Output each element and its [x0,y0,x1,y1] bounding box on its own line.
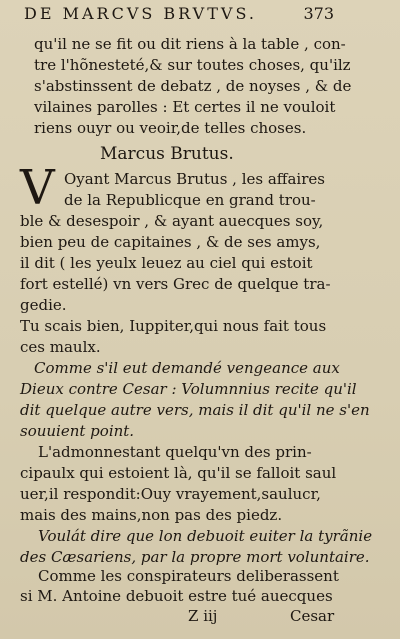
italic-line: des Cæsariens, par la propre mort voluntaire. [20,548,370,566]
page-footer [0,607,400,627]
text-line: il dit ( les yeulx leuez au ciel qui estoit [20,254,313,272]
italic-line: souuient point. [20,422,135,440]
text-line: tre l'hõnesteté,& sur toutes choses, qu'ilz [34,56,351,74]
text-line: gedie. [20,296,67,314]
text-line: s'abstinssent de debatz , de noyses , & de [34,77,352,95]
text-line: uer,il respondit:Ouy vrayement,saulucr, [20,485,321,503]
page-number: 373 [303,4,334,23]
signature-mark: Z iij [188,607,218,625]
text-line: ble & desespoir , & ayant auecques soy, [20,212,324,230]
text-line: Tu scais bien, Iuppiter,qui nous fait tous [20,317,327,335]
text-line: Comme les conspirateurs deliberassent [38,567,339,585]
text-line: cipaulx qui estoient là, qu'il se falloit saul [20,464,337,482]
text-line: vilaines parolles : Et certes il ne vouloit [34,98,336,116]
section-title: Marcus Brutus. [100,144,234,164]
running-title: DE MARCVS BRVTVS. [24,4,257,23]
italic-line: Voulát dire que lon debuoit euiter la tyrãnie [38,527,373,545]
text-line: ces maulx. [20,338,101,356]
italic-line: Dieux contre Cesar : Volumnnius recite qu'il [20,380,357,398]
text-line: de la Republicque en grand trou- [64,191,316,209]
text-line: Oyant Marcus Brutus , les affaires [64,170,325,188]
italic-line: dit quelque autre vers, mais il dit qu'il ne s'en [20,401,370,419]
running-header [24,4,334,28]
text-line: L'admonnestant quelqu'vn des prin- [38,443,312,461]
text-line: si M. Antoine debuoit estre tué auecques [20,587,333,605]
text-line: mais des mains,non pas des piedz. [20,506,283,524]
text-line: bien peu de capitaines , & de ses amys, [20,233,321,251]
text-line: qu'il ne se fit ou dit riens à la table , con- [34,35,346,53]
italic-line: Comme s'il eut demandé vengeance aux [34,359,340,377]
text-line: riens ouyr ou veoir,de telles choses. [34,119,307,137]
catchword: Cesar [290,607,335,625]
text-line: fort estellé) vn vers Grec de quelque tra- [20,275,331,293]
drop-cap: V [20,160,55,216]
